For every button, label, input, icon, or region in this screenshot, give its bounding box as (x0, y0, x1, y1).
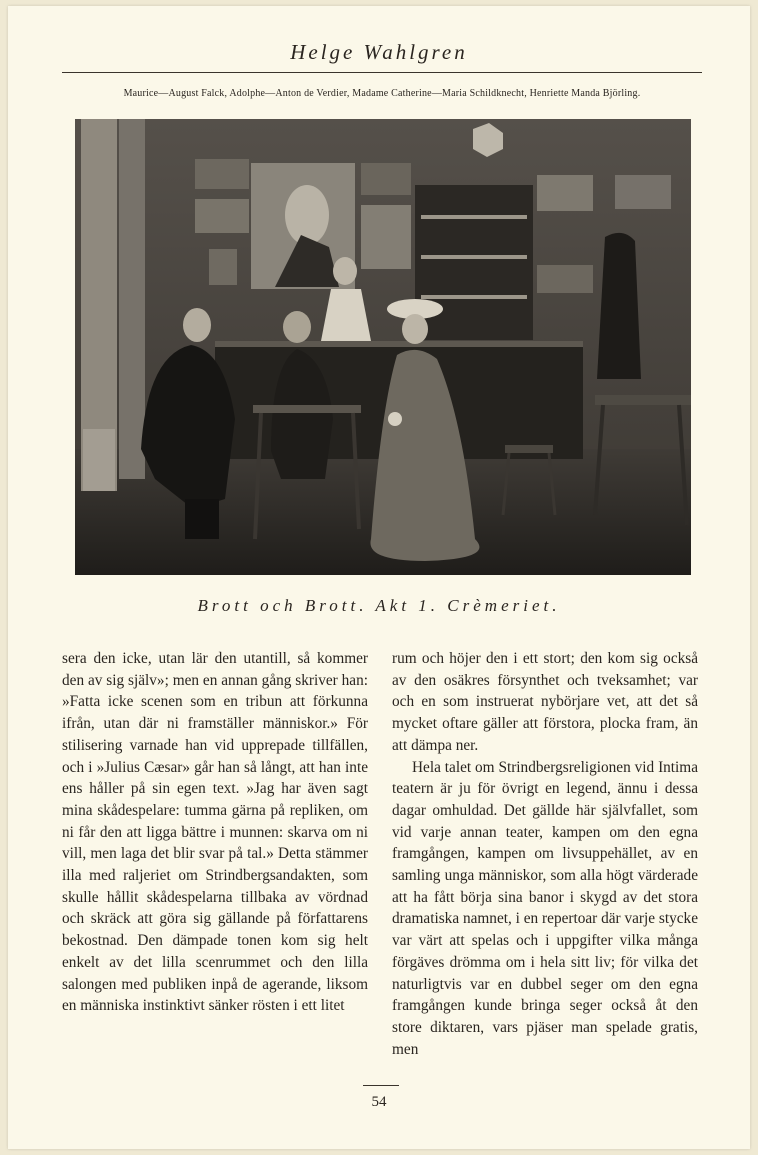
stage-scene-illustration (75, 119, 691, 575)
left-text-column (62, 648, 368, 1017)
paragraph: sera den icke, utan lär den utantill, så kommer den av sig själv»; men en annan gång skriver han: »Fatta icke scenen som en tribun att förkunna ifrån, utan där ni framställer människor.» För stilisering varnade han vid upprepade tillfällen, och i »Julius Cæsar» går han så långt, att han inte ens håller på sin egen text. »Jag har även sagt mina skådespelare: tumma gärna på repliken, om ni får den att ligga bättre i munnen: skarva om ni vill, men laga det blir svar på tal.» Detta stämmer illa med raljeriet om Strindbergsandakten, som skulle hållit skådespelarna tillbaka av vördnad och skräck att göra sig gällande på författarens bekostnad. Den dämpade tonen kom sig helt enkelt av det lilla scenrummet och den lilla salongen med publiken inpå de agerande, liksom en människa instinktivt sänker rösten i ett litet (62, 650, 368, 1015)
stage-photograph (75, 119, 691, 575)
photo-caption: Brott och Brott. Akt 1. Crèmeriet. (197, 596, 561, 615)
footer-rule (363, 1085, 399, 1086)
running-title: Helge Wahlgren (290, 40, 468, 64)
page-number: 54 (371, 1094, 387, 1110)
right-text-column (392, 648, 698, 1060)
paragraph: rum och höjer den i ett stort; den kom sig också av den osäkres försynthet och tveksamhet; var och en som instruerat nybörjare vet, att det så mycket oftare gäller att förstora, plocka fram, än att dämpa ner. (392, 650, 698, 754)
paragraph: Hela talet om Strindbergsreligionen vid Intima teatern är ju för övrigt en legend, ännu i dessa dagar omhuldad. Det gällde här självfallet, som vid varje annan teater, kampen om den egna framgången, kampen om livsuppehället, av en samling unga människor, som alla högt värderade att ha fått börja sina banor i skygd av det stora dramatiska namnet, i en repertoar där varje stycke var värt att spelas och i uppgifter vilka många förgäves drömma om i hela sitt liv; för vilka det naturligtvis var en dubbel seger om den egna framgången kunde bringa seger också åt den store diktaren, vars pjäser man spelade gratis, men (392, 758, 698, 1058)
header-rule (62, 72, 702, 73)
cast-caption: Maurice—August Falck, Adolphe—Anton de Verdier, Madame Catherine—Maria Schildknecht, Henriette Manda Björling. (123, 88, 641, 99)
